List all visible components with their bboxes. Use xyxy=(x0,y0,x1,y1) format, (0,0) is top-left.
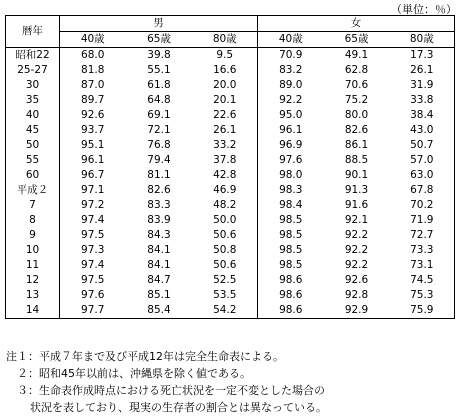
male-value-cell: 52.5 xyxy=(193,273,258,288)
female-value-cell: 33.8 xyxy=(410,94,434,106)
male-header: 男 xyxy=(60,16,258,32)
male-value-cell: 39.8 xyxy=(147,49,171,61)
male-value-cell: 97.6 xyxy=(81,289,105,301)
male-value-cell: 54.2 xyxy=(193,303,258,319)
female-value-cell: 92.2 xyxy=(344,259,369,271)
female-value-cell: 92.2 xyxy=(344,244,369,256)
male-value-cell: 50.6 xyxy=(193,258,258,273)
female-value-cell: 80.0 xyxy=(344,109,369,121)
table-row xyxy=(6,138,455,153)
male-value-cell: 92.6 xyxy=(81,109,105,121)
era-cell: 8 xyxy=(6,213,60,228)
male-value-cell: 97.3 xyxy=(81,244,105,256)
female-value-cell: 73.1 xyxy=(410,259,434,271)
male-value-cell: 16.6 xyxy=(193,63,258,78)
female-value-cell: 57.0 xyxy=(410,154,434,166)
female-value-cell: 75.2 xyxy=(344,94,369,106)
male-value-cell: 20.0 xyxy=(193,78,258,93)
female-value-cell: 95.0 xyxy=(279,109,303,121)
female-value-cell: 90.1 xyxy=(344,169,369,181)
male-value-cell: 95.1 xyxy=(81,139,105,151)
female-value-cell: 92.8 xyxy=(344,289,369,301)
table-body xyxy=(6,48,455,319)
female-value-cell: 92.2 xyxy=(279,94,303,106)
table-row xyxy=(6,303,455,319)
male-value-cell: 83.9 xyxy=(147,214,171,226)
note-1-text: 平成７年まで及び平成12年は完全生命表による。 xyxy=(39,350,284,363)
note-3-continuation: 状況を表しており、現実の生存者の割合とは異なっている。 xyxy=(30,401,327,414)
male-value-cell: 87.0 xyxy=(81,79,105,91)
era-cell: 平成２ xyxy=(6,183,60,198)
female-value-cell: 91.3 xyxy=(344,184,369,196)
male-value-cell: 97.2 xyxy=(81,199,105,211)
female-value-cell: 17.3 xyxy=(410,49,434,61)
female-value-cell: 97.6 xyxy=(279,154,303,166)
male-value-cell: 9.5 xyxy=(193,48,258,64)
female-header: 女 xyxy=(258,16,455,32)
male-value-cell: 72.1 xyxy=(147,124,171,136)
female-value-cell: 91.6 xyxy=(344,199,369,211)
female-value-cell: 98.5 xyxy=(279,259,303,271)
female-value-cell: 89.0 xyxy=(279,79,303,91)
male-value-cell: 33.2 xyxy=(193,138,258,153)
table-row xyxy=(6,258,455,273)
female-value-cell: 49.1 xyxy=(344,49,369,61)
era-cell: 50 xyxy=(6,138,60,153)
female-age-40-header: 40歳 xyxy=(258,32,324,48)
female-value-cell: 70.2 xyxy=(410,199,434,211)
female-value-cell: 26.1 xyxy=(410,64,434,76)
era-cell: 10 xyxy=(6,243,60,258)
female-value-cell: 92.9 xyxy=(324,303,390,319)
table-row xyxy=(6,228,455,243)
era-cell: 60 xyxy=(6,168,60,183)
male-value-cell: 26.1 xyxy=(193,123,258,138)
female-value-cell: 92.6 xyxy=(344,274,369,286)
male-value-cell: 69.1 xyxy=(147,109,171,121)
male-value-cell: 76.8 xyxy=(147,139,171,151)
female-value-cell: 98.6 xyxy=(279,274,303,286)
male-value-cell: 89.7 xyxy=(81,94,105,106)
era-cell: 9 xyxy=(6,228,60,243)
male-value-cell: 97.5 xyxy=(81,274,105,286)
female-value-cell: 67.8 xyxy=(410,184,434,196)
note-2-text: 昭和45年以前は、沖縄県を除く値である。 xyxy=(39,367,251,380)
female-value-cell: 98.3 xyxy=(279,184,303,196)
male-value-cell: 97.1 xyxy=(81,184,105,196)
era-cell: 25-27 xyxy=(6,63,60,78)
male-value-cell: 64.8 xyxy=(147,94,171,106)
male-value-cell: 97.7 xyxy=(60,303,126,319)
male-value-cell: 42.8 xyxy=(193,168,258,183)
table-row xyxy=(6,93,455,108)
era-cell: 7 xyxy=(6,198,60,213)
table-row xyxy=(6,198,455,213)
female-value-cell: 98.5 xyxy=(279,229,303,241)
table-row xyxy=(6,183,455,198)
male-value-cell: 79.4 xyxy=(147,154,171,166)
male-value-cell: 97.4 xyxy=(81,214,105,226)
female-value-cell: 88.5 xyxy=(344,154,369,166)
table-row xyxy=(6,48,455,64)
female-value-cell: 83.2 xyxy=(279,64,303,76)
male-value-cell: 96.7 xyxy=(81,169,105,181)
male-value-cell: 61.8 xyxy=(147,79,171,91)
note-3-mark: ３： xyxy=(6,384,39,397)
era-cell: 35 xyxy=(6,93,60,108)
female-value-cell: 62.8 xyxy=(344,64,369,76)
male-value-cell: 50.8 xyxy=(193,243,258,258)
female-value-cell: 75.3 xyxy=(410,289,434,301)
note-1 xyxy=(6,348,460,365)
female-value-cell: 73.3 xyxy=(410,244,434,256)
era-cell: 45 xyxy=(6,123,60,138)
table-row xyxy=(6,123,455,138)
male-value-cell: 82.6 xyxy=(147,184,171,196)
female-value-cell: 86.1 xyxy=(344,139,369,151)
male-value-cell: 81.1 xyxy=(147,169,171,181)
male-value-cell: 97.4 xyxy=(81,259,105,271)
table-row xyxy=(6,108,455,123)
female-age-65-header: 65歳 xyxy=(324,32,390,48)
female-value-cell: 96.9 xyxy=(279,139,303,151)
note-1-mark: 注１： xyxy=(6,350,39,363)
female-value-cell: 71.9 xyxy=(410,214,434,226)
note-3 xyxy=(6,382,460,399)
female-value-cell: 43.0 xyxy=(410,124,434,136)
male-value-cell: 85.4 xyxy=(126,303,193,319)
female-value-cell: 75.9 xyxy=(390,303,455,319)
era-cell: 昭和22 xyxy=(6,48,60,64)
female-value-cell: 98.5 xyxy=(279,244,303,256)
female-value-cell: 96.1 xyxy=(279,124,303,136)
female-value-cell: 38.4 xyxy=(410,109,434,121)
male-value-cell: 46.9 xyxy=(193,183,258,198)
female-value-cell: 98.6 xyxy=(258,303,324,319)
female-value-cell: 72.7 xyxy=(410,229,434,241)
male-value-cell: 96.1 xyxy=(81,154,105,166)
table-row xyxy=(6,213,455,228)
female-age-80-header: 80歳 xyxy=(390,32,455,48)
male-value-cell: 84.3 xyxy=(147,229,171,241)
female-value-cell: 82.6 xyxy=(344,124,369,136)
note-3-text: 生命表作成時点における死亡状況を一定不変とした場合の xyxy=(39,384,325,397)
male-value-cell: 55.1 xyxy=(147,64,171,76)
era-cell: 11 xyxy=(6,258,60,273)
survival-rate-table xyxy=(5,15,455,319)
note-2-mark: ２： xyxy=(6,367,39,380)
female-value-cell: 63.0 xyxy=(410,169,434,181)
male-value-cell: 85.1 xyxy=(147,289,171,301)
male-value-cell: 84.1 xyxy=(147,259,171,271)
table-row xyxy=(6,63,455,78)
female-value-cell: 31.9 xyxy=(410,79,434,91)
era-cell: 14 xyxy=(6,303,60,319)
male-age-40-header: 40歳 xyxy=(60,32,126,48)
male-value-cell: 37.8 xyxy=(193,153,258,168)
female-value-cell: 92.1 xyxy=(344,214,369,226)
footnotes xyxy=(6,348,460,416)
female-value-cell: 98.0 xyxy=(279,169,303,181)
era-cell: 40 xyxy=(6,108,60,123)
male-value-cell: 68.0 xyxy=(81,49,105,61)
male-value-cell: 50.0 xyxy=(193,213,258,228)
table-row xyxy=(6,273,455,288)
era-cell: 30 xyxy=(6,78,60,93)
female-value-cell: 98.4 xyxy=(279,199,303,211)
male-age-80-header: 80歳 xyxy=(193,32,258,48)
male-value-cell: 84.7 xyxy=(147,274,171,286)
table-row xyxy=(6,168,455,183)
era-cell: 13 xyxy=(6,288,60,303)
female-value-cell: 98.5 xyxy=(279,214,303,226)
female-value-cell: 74.5 xyxy=(410,274,434,286)
female-value-cell: 92.2 xyxy=(344,229,369,241)
table-row xyxy=(6,243,455,258)
male-value-cell: 83.3 xyxy=(147,199,171,211)
table-row xyxy=(6,153,455,168)
female-value-cell: 70.9 xyxy=(279,49,303,61)
unit-label: （単位：％） xyxy=(391,3,457,16)
note-2 xyxy=(6,365,460,382)
era-cell: 12 xyxy=(6,273,60,288)
era-cell: 55 xyxy=(6,153,60,168)
male-value-cell: 53.5 xyxy=(193,288,258,303)
male-value-cell: 81.8 xyxy=(81,64,105,76)
male-value-cell: 84.1 xyxy=(147,244,171,256)
female-value-cell: 98.6 xyxy=(279,289,303,301)
male-age-65-header: 65歳 xyxy=(126,32,193,48)
male-value-cell: 50.6 xyxy=(193,228,258,243)
table-row xyxy=(6,78,455,93)
male-value-cell: 97.5 xyxy=(81,229,105,241)
female-value-cell: 50.7 xyxy=(410,139,434,151)
male-value-cell: 48.2 xyxy=(193,198,258,213)
era-column-header: 暦年 xyxy=(6,16,60,48)
male-value-cell: 20.1 xyxy=(193,93,258,108)
male-value-cell: 93.7 xyxy=(81,124,105,136)
female-value-cell: 70.6 xyxy=(344,79,369,91)
male-value-cell: 22.6 xyxy=(193,108,258,123)
table-row xyxy=(6,288,455,303)
